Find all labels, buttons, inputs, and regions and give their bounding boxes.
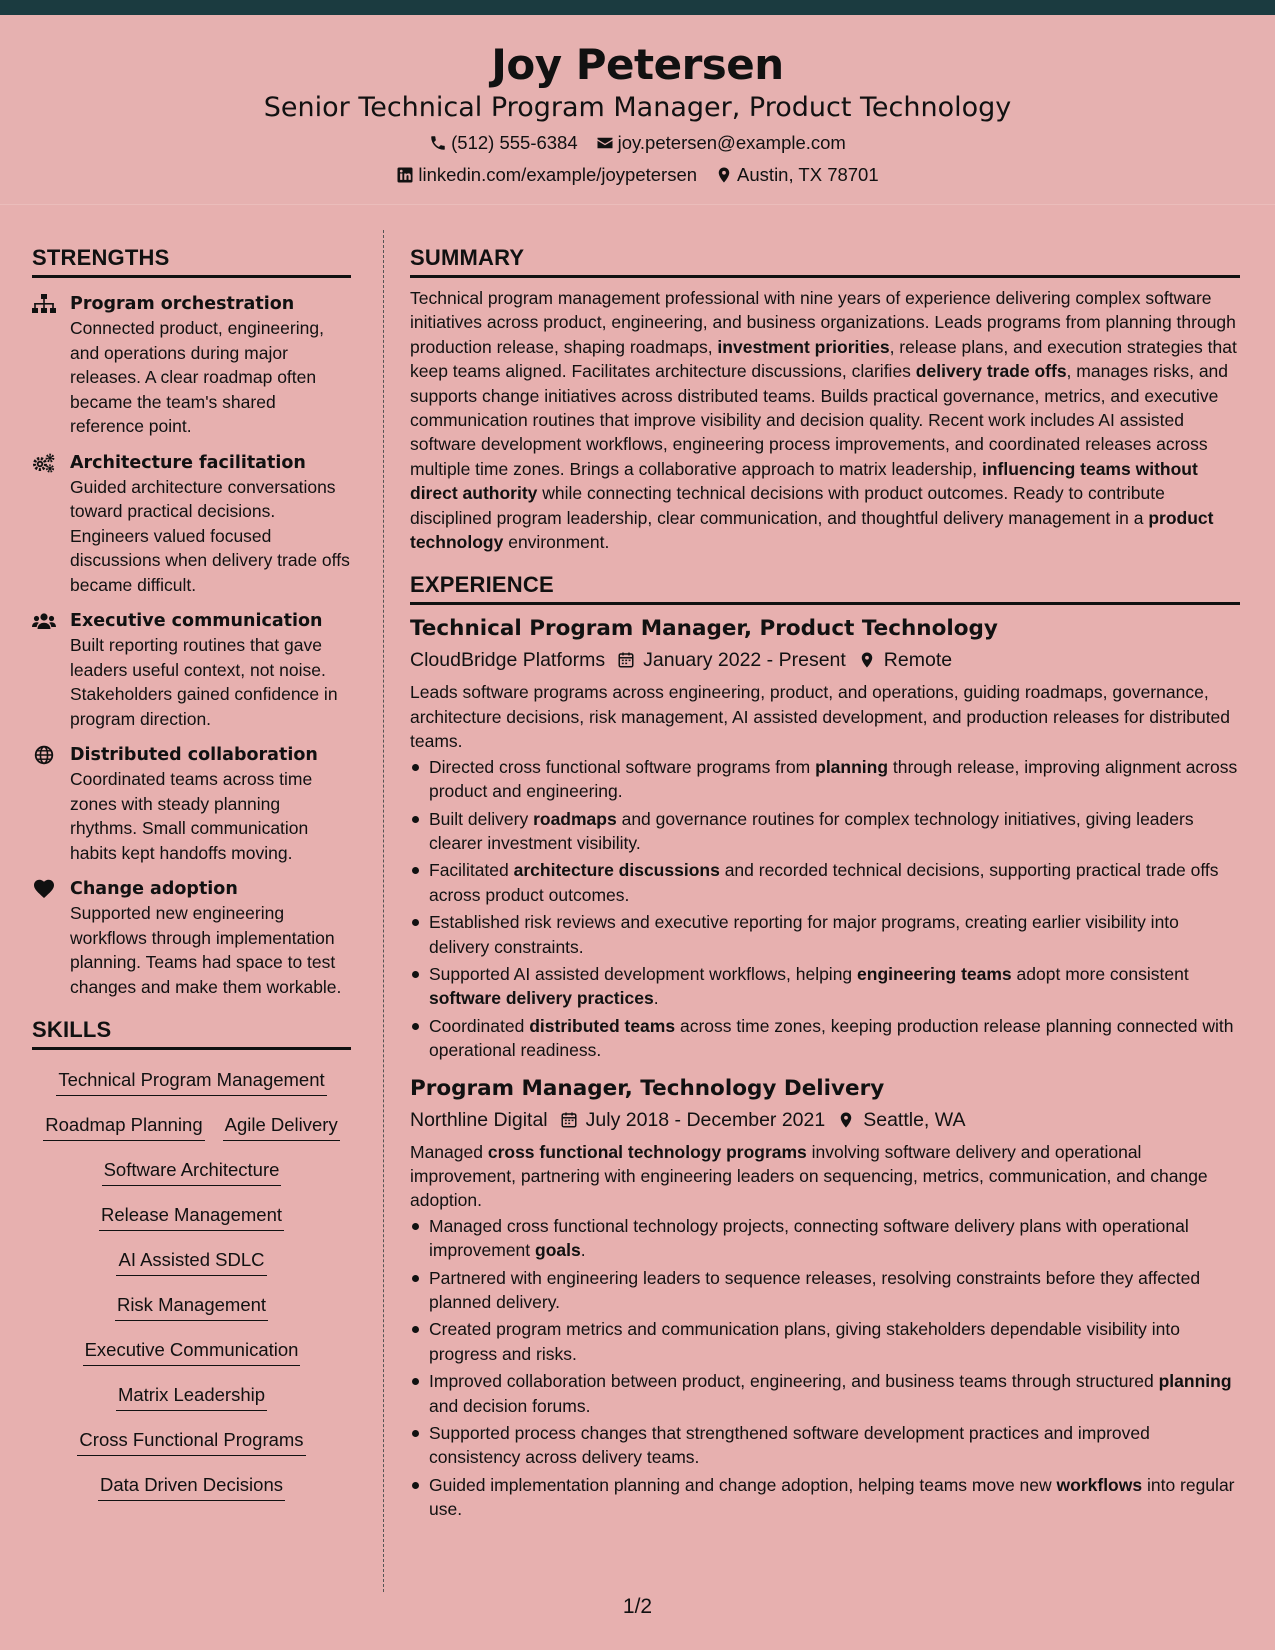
strength-title: Architecture facilitation xyxy=(70,452,306,473)
users-icon xyxy=(32,609,70,731)
strength-item xyxy=(32,292,351,439)
skill-tag: Executive Communication xyxy=(83,1338,301,1366)
phone-contact xyxy=(429,131,578,155)
job-location xyxy=(858,646,952,674)
strength-description: Built reporting routines that gave leaders useful context, not noise. Stakeholders gained confidence in program direction. xyxy=(70,635,338,729)
skill-row xyxy=(32,1465,351,1510)
skills-list xyxy=(32,1060,351,1510)
bullet-item: Partnered with engineering leaders to sequence releases, resolving constraints before they affected planned delivery. xyxy=(410,1266,1240,1315)
emphasis-text: software delivery practices xyxy=(429,988,654,1009)
skill-tag: Risk Management xyxy=(115,1293,268,1321)
skill-tag: Agile Delivery xyxy=(223,1113,340,1141)
bullet-item: Built delivery roadmaps and governance routines for complex technology initiatives, giving leaders clearer investment visibility. xyxy=(410,807,1240,856)
job-entry xyxy=(410,1075,1240,1522)
calendar-icon xyxy=(560,1111,578,1129)
skill-tag: Matrix Leadership xyxy=(116,1383,267,1411)
linkedin-contact xyxy=(396,163,697,187)
sitemap-icon xyxy=(32,292,70,439)
skill-tag: Data Driven Decisions xyxy=(98,1473,285,1501)
job-dates xyxy=(617,646,846,674)
job-meta xyxy=(410,1106,1240,1134)
skill-row xyxy=(32,1285,351,1330)
skill-row xyxy=(32,1420,351,1465)
job-dates-text: January 2022 - Present xyxy=(643,649,846,672)
emphasis-text: influencing teams without direct authority xyxy=(410,458,1198,504)
emphasis-text: delivery trade offs xyxy=(915,361,1067,382)
job-description: Managed cross functional technology programs involving software delivery and operational improvement, partnering with engineering leaders on sequencing, metrics, communication, and change adoption. xyxy=(410,1141,1208,1211)
job-dates xyxy=(560,1106,826,1134)
top-accent-bar xyxy=(0,0,1275,15)
globe-icon xyxy=(32,743,70,865)
experience-heading: EXPERIENCE xyxy=(410,572,1240,605)
job-meta xyxy=(410,646,1240,674)
bullet-item: Supported AI assisted development workflows, helping engineering teams adopt more consistent software delivery practices. xyxy=(410,962,1240,1011)
strengths-list xyxy=(32,292,351,999)
job-title: Technical Program Manager, Product Technology xyxy=(410,616,998,642)
skills-heading: SKILLS xyxy=(32,1017,351,1050)
skill-row xyxy=(32,1060,351,1105)
bullet-item: Directed cross functional software programs from planning through release, improving alignment across product and engineering. xyxy=(410,755,1240,804)
skill-row xyxy=(32,1240,351,1285)
email-link[interactable]: joy.petersen@example.com xyxy=(617,131,846,153)
heart-icon xyxy=(32,877,70,999)
strength-item xyxy=(32,743,351,865)
resume-header xyxy=(0,15,1275,205)
bullet-item: Created program metrics and communication plans, giving stakeholders dependable visibility into progress and risks. xyxy=(410,1317,1240,1366)
summary-text: Technical program management professional with nine years of experience delivering complex software initiatives across product, engineering, and business organizations. Leads programs from planning through production release, shaping roadmaps, investment priorities, release plans, and execution strategies that keep teams aligned. Facilitates architecture discussions, clarifies delivery trade offs, manages risks, and supports change initiatives across distributed teams. Builds practical governance, metrics, and executive communication routines that improve visibility and decision quality. Recent work includes AI assisted software development workflows, engineering process improvements, and coordinated releases across multiple time zones. Brings a collaborative approach to matrix leadership, influencing teams without direct authority while connecting technical decisions with product outcomes. Ready to contribute disciplined program leadership, clear communication, and thoughtful delivery management in a product technology environment. xyxy=(410,288,1237,553)
job-location-text: Seattle, WA xyxy=(863,1108,966,1131)
gears-icon xyxy=(32,451,70,598)
contact-row-2 xyxy=(0,163,1275,187)
skill-row xyxy=(32,1195,351,1240)
column-divider xyxy=(383,230,384,1592)
strength-description: Connected product, engineering, and operations during major releases. A clear roadmap often became the team's shared reference point. xyxy=(70,318,324,436)
map-pin-icon xyxy=(715,166,733,184)
linkedin-link[interactable]: linkedin.com/example/joypetersen xyxy=(418,163,698,185)
job-entry xyxy=(410,615,1240,1062)
right-column xyxy=(410,245,1240,1525)
job-bullets xyxy=(410,755,1240,1063)
strength-description: Coordinated teams across time zones with steady planning rhythms. Small communication habits kept handoffs moving. xyxy=(70,769,313,863)
bullet-item: Managed cross functional technology projects, connecting software delivery plans with operational improvement goals. xyxy=(410,1214,1240,1263)
strength-item xyxy=(32,609,351,731)
job-title: Program Manager, Technology Delivery xyxy=(410,1075,885,1101)
strength-description: Supported new engineering workflows through implementation planning. Teams had space to test changes and make them workable. xyxy=(70,903,342,997)
calendar-icon xyxy=(617,651,635,669)
emphasis-text: goals xyxy=(535,1240,581,1261)
company-name: Northline Digital xyxy=(410,1108,548,1131)
skill-row xyxy=(32,1375,351,1420)
job-bullets xyxy=(410,1214,1240,1522)
company-name: CloudBridge Platforms xyxy=(410,649,606,672)
map-pin-icon xyxy=(837,1111,855,1129)
location-contact xyxy=(715,163,879,187)
envelope-icon xyxy=(596,134,614,152)
emphasis-text: planning xyxy=(1158,1371,1232,1392)
emphasis-text: roadmaps xyxy=(533,808,617,829)
bullet-item: Facilitated architecture discussions and recorded technical decisions, supporting practical trade offs across product outcomes. xyxy=(410,858,1240,907)
phone-icon xyxy=(429,134,447,152)
skill-tag: Roadmap Planning xyxy=(43,1113,204,1141)
skill-tag: Technical Program Management xyxy=(56,1068,326,1096)
emphasis-text: product technology xyxy=(410,507,1214,553)
bullet-item: Established risk reviews and executive reporting for major programs, creating earlier visibility into delivery constraints. xyxy=(410,910,1240,959)
linkedin-icon xyxy=(396,166,414,184)
strength-item xyxy=(32,877,351,999)
skill-tag: Cross Functional Programs xyxy=(77,1428,305,1456)
candidate-name: Joy Petersen xyxy=(491,40,784,89)
skill-tag: Software Architecture xyxy=(102,1158,282,1186)
location-text: Austin, TX 78701 xyxy=(737,163,879,185)
skill-tag: AI Assisted SDLC xyxy=(116,1248,266,1276)
skill-row xyxy=(32,1150,351,1195)
page-number: 1/2 xyxy=(622,1595,653,1618)
emphasis-text: workflows xyxy=(1056,1474,1143,1495)
strength-item xyxy=(32,451,351,598)
emphasis-text: architecture discussions xyxy=(513,860,720,881)
skill-row xyxy=(32,1330,351,1375)
strength-title: Distributed collaboration xyxy=(70,745,318,765)
strength-title: Executive communication xyxy=(70,611,323,631)
contact-row-1 xyxy=(0,131,1275,155)
strength-title: Change adoption xyxy=(70,879,238,899)
strengths-heading: STRENGTHS xyxy=(32,245,351,278)
bullet-item: Supported process changes that strengthened software development practices and improved consistency across delivery teams. xyxy=(410,1421,1240,1470)
emphasis-text: distributed teams xyxy=(529,1015,676,1036)
email-contact xyxy=(596,131,846,155)
job-description: Leads software programs across engineering, product, and operations, guiding roadmaps, governance, architecture decisions, risk management, AI assisted development, and production releases for distributed teams. xyxy=(410,682,1231,752)
left-column xyxy=(32,245,351,1510)
strength-title: Program orchestration xyxy=(70,294,295,314)
emphasis-text: cross functional technology programs xyxy=(487,1141,807,1162)
skill-tag: Release Management xyxy=(99,1203,284,1231)
bullet-item: Coordinated distributed teams across time zones, keeping production release planning connected with operational readiness. xyxy=(410,1014,1240,1063)
skill-row xyxy=(32,1105,351,1150)
experience-list xyxy=(410,615,1240,1521)
job-location-text: Remote xyxy=(883,649,953,672)
job-location xyxy=(837,1106,965,1134)
job-dates-text: July 2018 - December 2021 xyxy=(585,1108,826,1131)
bullet-item: Improved collaboration between product, engineering, and business teams through structured planning and decision forums. xyxy=(410,1369,1240,1418)
emphasis-text: planning xyxy=(815,756,889,777)
candidate-headline: Senior Technical Program Manager, Product Technology xyxy=(263,92,1012,124)
strength-description: Guided architecture conversations toward practical decisions. Engineers valued focused discussions when delivery trade offs became difficult. xyxy=(70,476,350,595)
phone-text[interactable]: (512) 555-6384 xyxy=(451,131,578,153)
summary-heading: SUMMARY xyxy=(410,245,1240,278)
emphasis-text: engineering teams xyxy=(857,963,1012,984)
bullet-item: Guided implementation planning and change adoption, helping teams move new workflows into regular use. xyxy=(410,1473,1240,1522)
emphasis-text: investment priorities xyxy=(717,336,890,357)
map-pin-icon xyxy=(858,651,876,669)
